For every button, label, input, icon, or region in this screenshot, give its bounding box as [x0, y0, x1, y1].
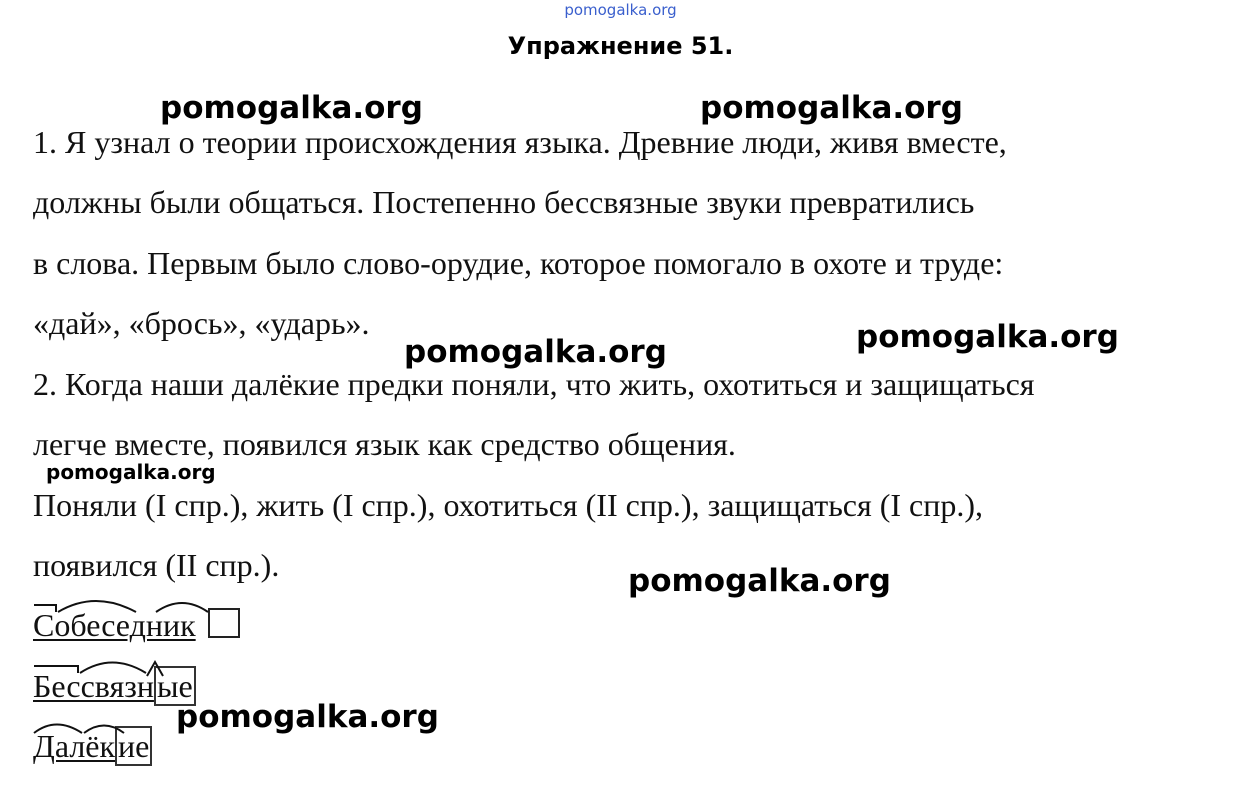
word-dalekie: [33, 728, 152, 764]
word-ending: ие: [115, 726, 152, 766]
text-line: легче вместе, появился язык как средство общения.: [33, 426, 736, 462]
text-line: Поняли (I спр.), жить (I спр.), охотиться (II спр.), защищаться (I спр.),: [33, 487, 983, 523]
word-stem: Собеседник: [33, 607, 196, 643]
text-line: появился (II спр.).: [33, 547, 280, 583]
text-line: 2. Когда наши далёкие предки поняли, что жить, охотиться и защищаться: [33, 366, 1035, 402]
watermark: pomogalka.org: [160, 90, 423, 126]
site-header[interactable]: pomogalka.org: [564, 1, 677, 19]
text-line: «дай», «брось», «ударь».: [33, 305, 370, 341]
word-stem: Бессвязн: [33, 668, 154, 704]
word-sobesednik: [33, 607, 240, 643]
text-line: должны были общаться. Постепенно бессвязные звуки превратились: [33, 184, 975, 220]
exercise-title: Упражнение 51.: [507, 32, 734, 60]
zero-ending-box: [208, 608, 240, 638]
watermark: pomogalka.org: [46, 460, 216, 484]
watermark: pomogalka.org: [404, 334, 667, 370]
text-line: 1. Я узнал о теории происхождения языка. Древние люди, живя вместе,: [33, 124, 1007, 160]
watermark: pomogalka.org: [856, 319, 1119, 355]
word-stem: Далёк: [33, 728, 116, 764]
word-ending: ые: [154, 666, 196, 706]
watermark: pomogalka.org: [176, 699, 439, 735]
word-bessvyaznye: [33, 668, 196, 704]
text-line: в слова. Первым было слово-орудие, которое помогало в охоте и труде:: [33, 245, 1004, 281]
watermark: pomogalka.org: [628, 563, 891, 599]
watermark: pomogalka.org: [700, 90, 963, 126]
